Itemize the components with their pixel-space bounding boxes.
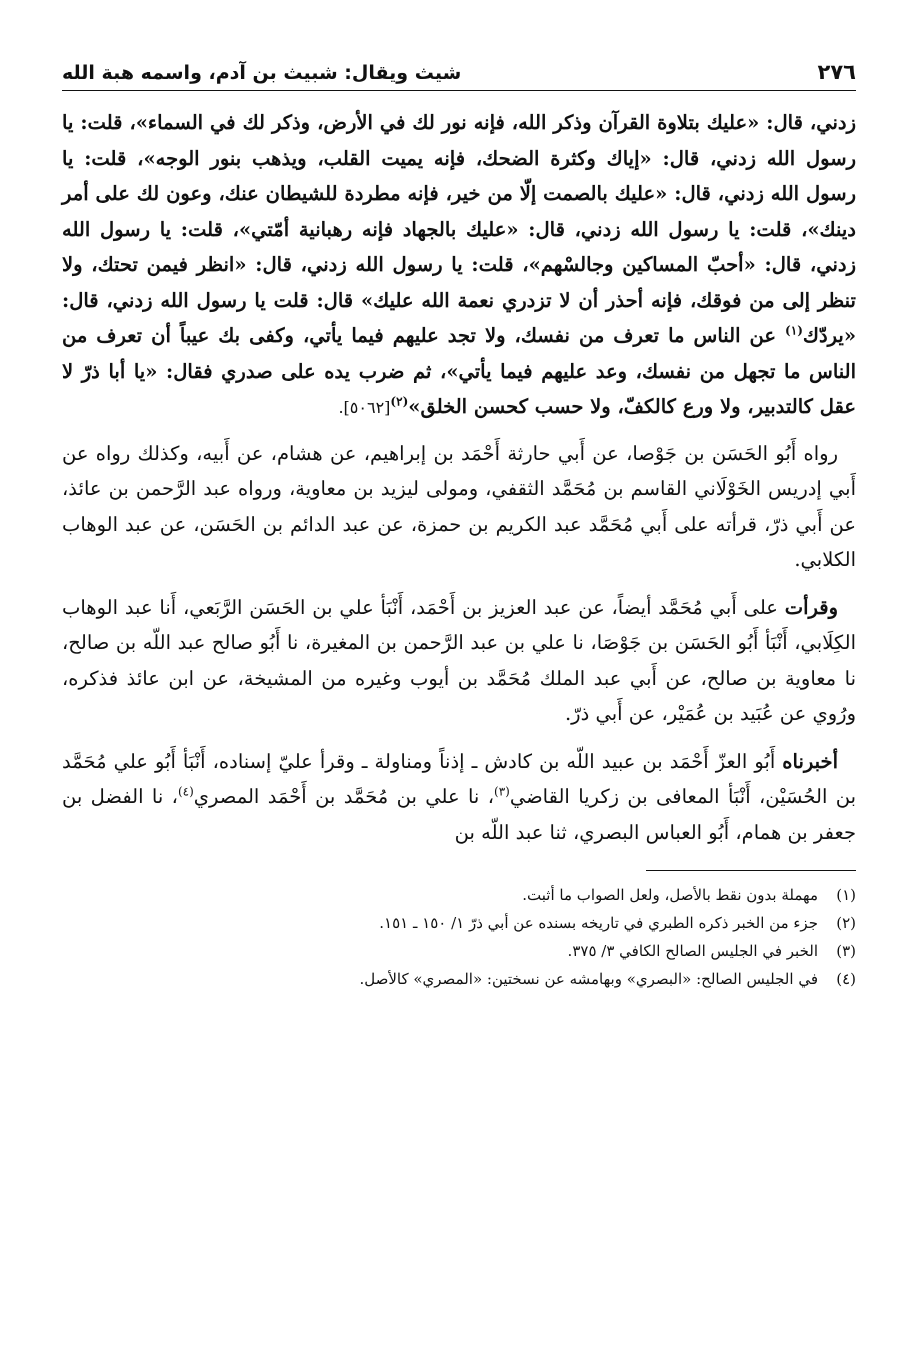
book-page [62,60,856,993]
footnote [62,881,856,909]
footnote-text: مهملة بدون نقط بالأصل، ولعل الصواب ما أثبت. [522,886,818,904]
para4-text-c: ، نا الفضل بن جعفر بن همام، أَبُو العباس البصري، ثنا عبد اللّه بن [62,785,856,844]
footnote [62,965,856,993]
footnote-text: الخبر في الجليس الصالح الكافي ٣/ ٣٧٥. [567,942,818,960]
hadith-text-part1: زدني، قال: «عليك بتلاوة القرآن وذكر الله، فإنه نور لك في الأرض، وذكر لك في السماء»، قلت: يا رسول الله زدني، قال: «إياك وكثرة الضحك، فإنه يميت القلب، ويذهب بنور الوجه»، قلت: يا رسول الله زدني، قال: «عليك بالصمت إلّا من خير، فإنه مطردة للشيطان عنك، وعون لك على أمر دينك»، قلت: يا رسول الله زدني، قال: «عليك بالجهاد فإنه رهبانية أمّتي»، قلت: يا رسول الله زدني، قال: «أحبّ المساكين وجالسْهم»، قلت: يا رسول الله زدني، قال: «انظر فيمن تحتك، ولا تنظر إلى من فوقك، فإنه أحذر أن لا تزدري نعمة الله عليك» قال: قلت يا رسول الله زدني، قال: «يردّك [62,111,857,347]
footnote-mark: (٣) [836,942,856,960]
para4-lead: أخبرناه [782,749,838,773]
isnad-paragraph-1: رواه أَبُو الحَسَن بن جَوْصا، عن أَبي حارثة أَحْمَد بن إبراهيم، عن هشام، عن أَبيه، وكذلك رواه عن أَبي إدريس الخَوْلَاني القاسم بن مُحَمَّد الثقفي، ومولى ليزيد بن معاوية، ورواه عبد الرَّحمن بن عائذ، عن أَبي ذرّ، قرأته على أَبي مُحَمَّد عبد الكريم بن حمزة، عن عبد الدائم بن الحَسَن، عن عبد الوهاب الكلابي. [62,441,856,571]
footnote-mark: (١) [836,886,856,904]
footnote-ref-3: (٣) [494,784,510,799]
footnote-ref-4: (٤) [177,784,194,799]
footnote-mark: (٢) [836,914,856,932]
para4-text-a: أَبُو العزّ أَحْمَد بن عبيد اللّه بن كادش ـ إذناً ومناولة ـ وقرأ عليّ إسناده، أَنْبَأ أَبُو علي مُحَمَّد بن الحُسَيْن، أَنْبَأ المعافى بن زكريا القاضي [62,749,856,808]
isnad-paragraph-2 [62,590,856,732]
footnote-ref-2: (٢) [390,394,409,409]
footnote-text: جزء من الخبر ذكره الطبري في تاريخه بسنده عن أبي ذرّ ١/ ١٥٠ ـ ١٥١. [379,914,818,932]
isnad-paragraph-3 [62,744,856,851]
footnote-text: في الجليس الصالح: «البصري» وبهامشه عن نسختين: «المصري» كالأصل. [359,970,818,988]
hadith-number: [٥٠٦٢]. [338,398,391,417]
hadith-paragraph [62,105,856,426]
page-number: ٢٧٦ [817,60,856,84]
hadith-text-part2: عن الناس ما تعرف من نفسك، ولا تجد عليهم فيما يأتي، وكفى بك عيباً أن تعرف من الناس ما تجهل من نفسك، وعد عليهم فيما يأتي»، ثم ضرب يده على صدري فقال: «يا أبا ذرّ لا عقل كالتدبير، ولا ورع كالكفّ، ولا حسب كحسن الخلق» [62,324,856,418]
para4-text-b: ، نا علي بن مُحَمَّد بن أَحْمَد المصري [193,785,495,808]
para3-lead: وقرأت [784,595,838,619]
page-body [62,105,856,993]
para3-text: على أَبي مُحَمَّد أيضاً، عن عبد العزيز بن أَحْمَد، أَنْبَأ علي بن الحَسَن الرَّبَعي، أَنا عبد الوهاب الكِلَابي، أَنْبَأ أَبُو الحَسَن بن جَوْصَا، نا علي بن عبد الرَّحمن بن المغيرة، نا أَبُو صالح عبد اللّه بن صالح، نا معاوية بن صالح، عن أَبي عبد الملك مُحَمَّد بن أيوب وغيره من المشيخة، عن ابن عائذ فذكره، ورُوي عن عُبَيد بن عُمَيْر، عن أَبي ذرّ. [62,595,856,725]
footnote-divider [646,870,856,871]
footnotes-list [62,881,856,993]
footnote [62,937,856,965]
page-header [62,60,856,91]
footnote [62,909,856,937]
footnote-mark: (٤) [836,970,856,988]
footnote-ref-1: (١) [785,323,803,338]
running-title: شيث ويقال: شبيث بن آدم، واسمه هبة الله [62,62,462,84]
